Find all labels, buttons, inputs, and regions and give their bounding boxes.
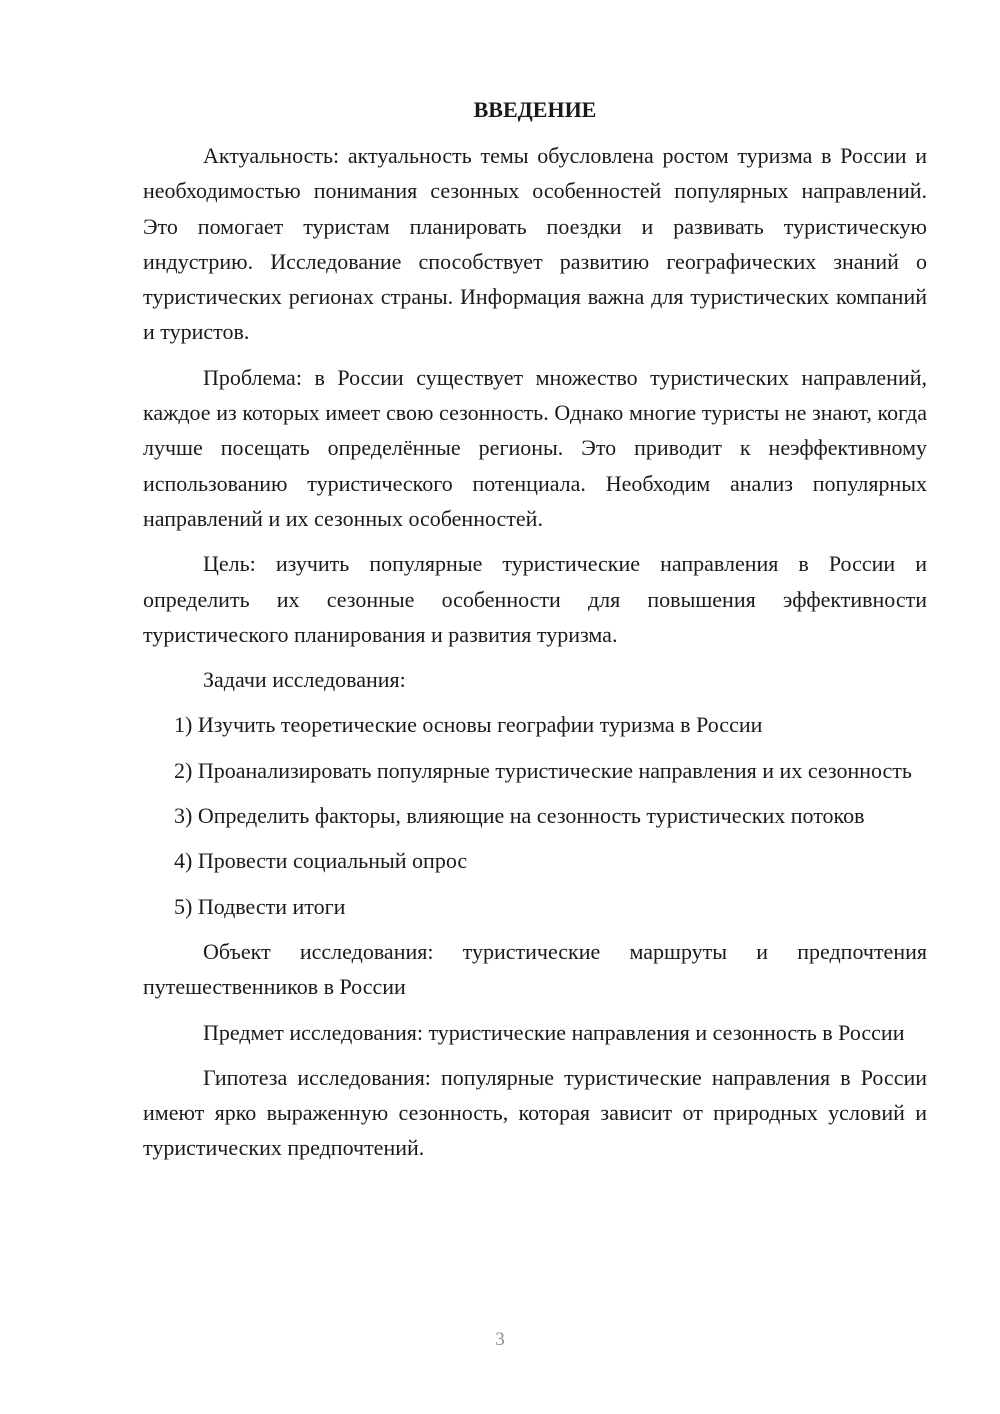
tasks-label: Задачи исследования:: [203, 667, 406, 693]
paragraph-object: Объект исследования: туристические маршруты и предпочтения путешественников в России: [143, 938, 927, 1000]
paragraph-subject: Предмет исследования: туристические направления и сезонность в России: [203, 1019, 905, 1045]
section-title: ВВЕДЕНИЕ: [473, 97, 597, 122]
page-number: 3: [495, 1329, 505, 1350]
list-item: 3) Определить факторы, влияющие на сезонность туристических потоков: [174, 803, 865, 829]
list-item: 5) Подвести итоги: [174, 893, 346, 919]
list-item: 4) Провести социальный опрос: [174, 848, 468, 874]
list-item: 2) Проанализировать популярные туристические направления и их сезонность: [174, 757, 912, 783]
list-item: 1) Изучить теоретические основы географии туризма в России: [174, 712, 763, 738]
tasks-list: [143, 707, 927, 923]
paragraph-relevance: Актуальность: актуальность темы обусловлена ростом туризма в России и необходимостью понимания сезонных особенностей популярных направлений. Это помогает туристам планировать поездки и развивать туристическую индустрию. Исследование способствует развитию географических знаний о туристических регионах страны. Информация важна для туристических компаний и туристов.: [143, 143, 927, 345]
page-content: [143, 94, 927, 1176]
paragraph-goal: Цель: изучить популярные туристические направления в России и определить их сезонные особенности для повышения эффективности туристического планирования и развития туризма.: [143, 551, 927, 647]
paragraph-hypothesis: Гипотеза исследования: популярные туристические направления в России имеют ярко выраженную сезонность, которая зависит от природных условий и туристических предпочтений.: [143, 1064, 927, 1161]
paragraph-problem: Проблема: в России существует множество туристических направлений, каждое из которых имеет свою сезонность. Однако многие туристы не знают, когда лучше посещать определённые регионы. Это приводит к неэффективному использованию туристического потенциала. Необходим анализ популярных направлений и их сезонных особенностей.: [143, 364, 927, 531]
